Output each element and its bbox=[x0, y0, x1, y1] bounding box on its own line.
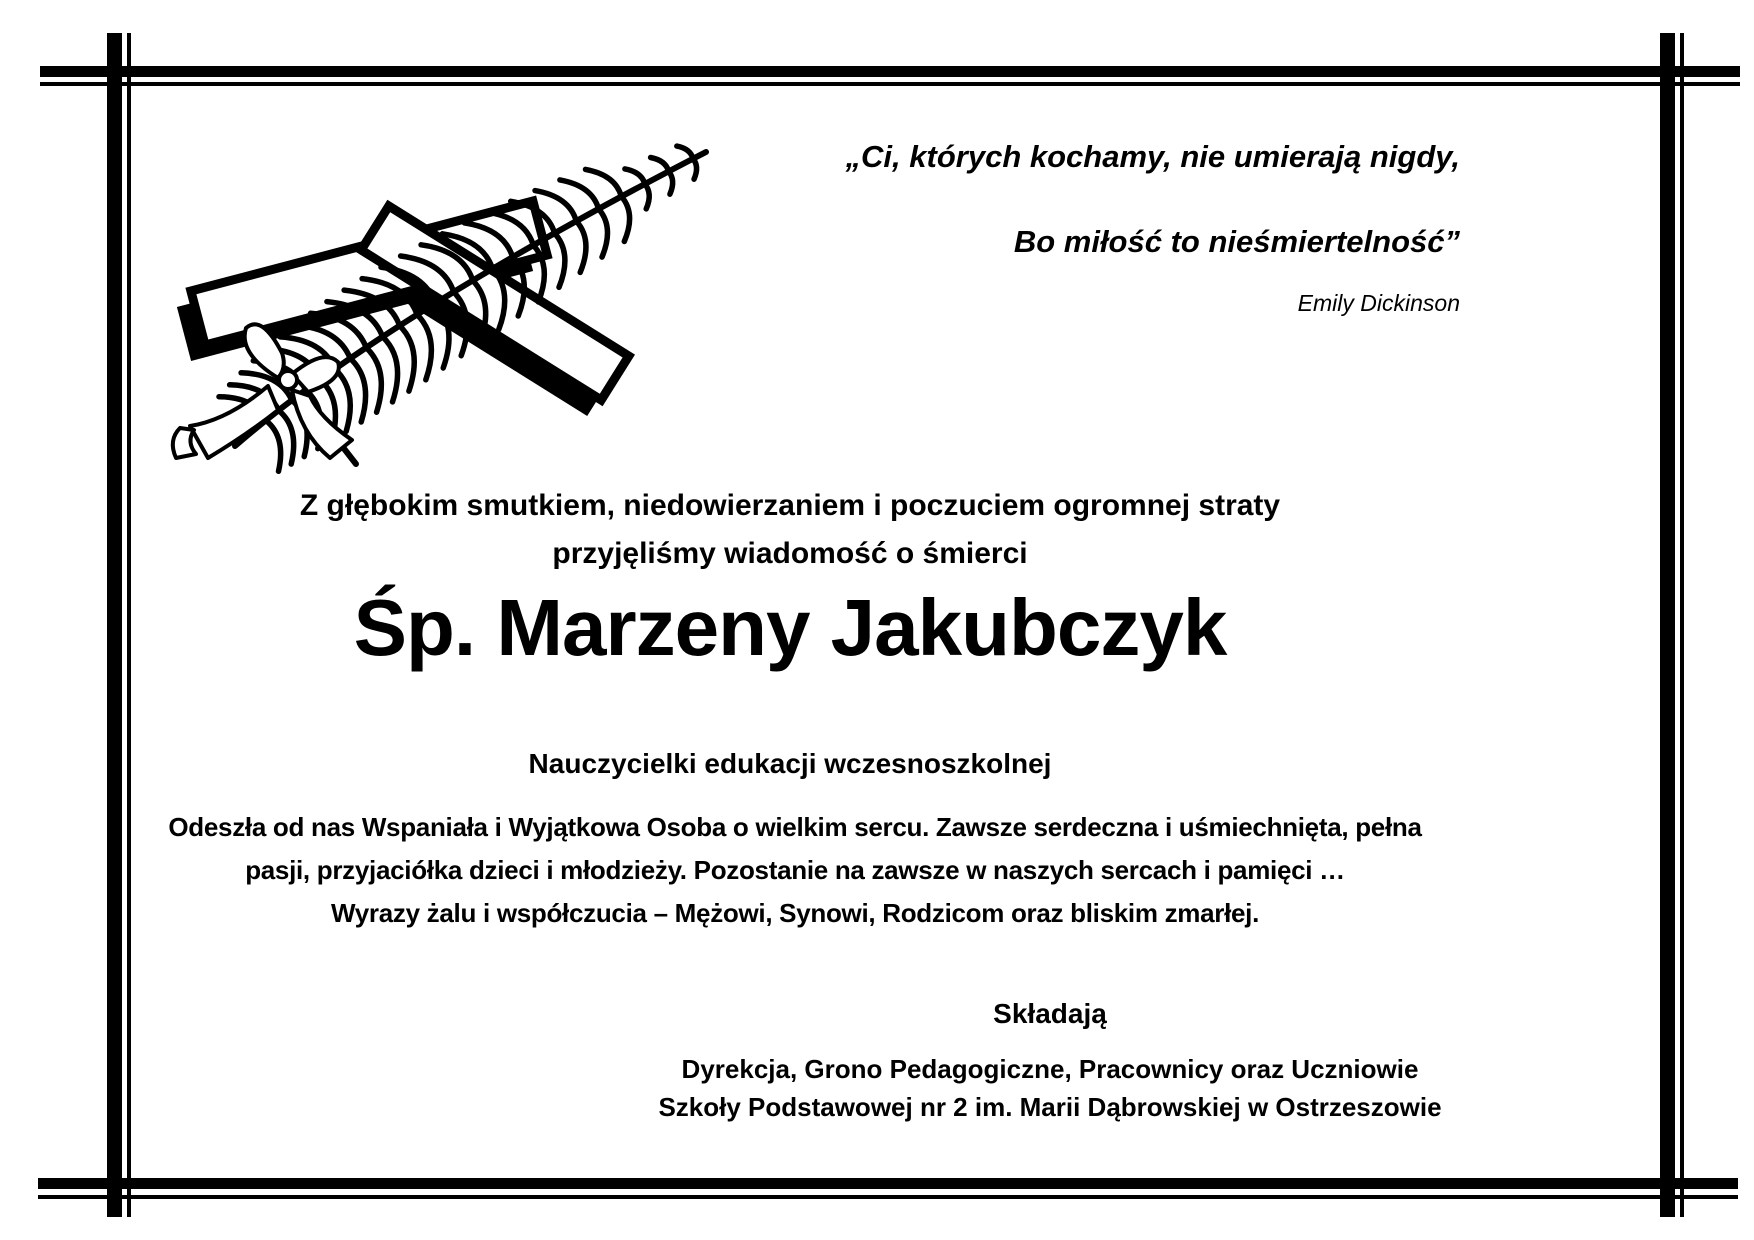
memorial-artwork bbox=[150, 128, 720, 478]
cross-with-palm-branch-and-ribbon-icon bbox=[150, 128, 720, 478]
quote-line-2: Bo miłość to nieśmiertelność” bbox=[1013, 224, 1460, 260]
palm-leaflet bbox=[599, 209, 608, 257]
tribute-paragraph bbox=[0, 806, 1590, 935]
palm-leaflet bbox=[383, 337, 398, 402]
palm-leaflet bbox=[651, 158, 669, 172]
intro-line-2: przyjęliśmy wiadomość o śmierci bbox=[552, 537, 1028, 570]
tribute-line-3: Wyrazy żalu i współczucia – Mężowi, Synowi, Rodzicom oraz bliskim zmarłej. bbox=[330, 898, 1260, 928]
quote-attribution: Emily Dickinson bbox=[1297, 290, 1460, 317]
palm-leaflet bbox=[366, 348, 381, 413]
deceased-role: Nauczycielki edukacji wczesnoszkolnej bbox=[528, 748, 1052, 779]
signature-line-1: Dyrekcja, Grono Pedagogiczne, Pracownicy oraz Uczniowie bbox=[681, 1054, 1419, 1084]
palm-leaflet bbox=[693, 159, 697, 180]
epigraph-quote bbox=[846, 138, 1460, 318]
deceased-name: Śp. Marzeny Jakubczyk bbox=[353, 583, 1227, 672]
frame-bottom-thick-line bbox=[38, 1178, 1738, 1189]
frame-bottom-thin-line bbox=[38, 1195, 1738, 1199]
quote-line-1: „Ci, których kochamy, nie umierają nigdy, bbox=[845, 139, 1460, 174]
palm-leaflet bbox=[621, 197, 629, 242]
signature-block bbox=[600, 998, 1500, 1126]
palm-leaflet bbox=[677, 146, 693, 159]
palm-leaflet bbox=[576, 221, 586, 272]
palm-leaflet bbox=[625, 169, 645, 184]
frame-top-thin-line bbox=[40, 82, 1740, 86]
tribute-line-2: pasji, przyjaciółka dzieci i młodzieży. Pozostanie na zawsze w naszych sercach i pamięci … bbox=[245, 855, 1345, 885]
palm-leaflet bbox=[645, 184, 649, 209]
tribute-line-1: Odeszła od nas Wspaniała i Wyjątkowa Osoba o wielkim sercu. Zawsze serdeczna i uśmiechnięta, pełna bbox=[168, 812, 1422, 842]
palm-leaflet bbox=[669, 171, 673, 194]
palm-leaflet bbox=[555, 233, 565, 287]
announcement-intro bbox=[0, 482, 1580, 578]
palm-leaflet bbox=[417, 315, 431, 380]
signature-heading: Składają bbox=[993, 998, 1107, 1029]
intro-line-1: Z głębokim smutkiem, niedowierzaniem i poczuciem ogromnej straty bbox=[299, 489, 1281, 522]
signature-line-2: Szkoły Podstawowej nr 2 im. Marii Dąbrowskiej w Ostrzeszowie bbox=[658, 1092, 1442, 1122]
palm-leaflet bbox=[400, 326, 415, 391]
palm-leaflet bbox=[266, 420, 281, 471]
frame-top-thick-line bbox=[40, 66, 1740, 77]
frame-right-thin-line bbox=[1680, 33, 1684, 1217]
frame-right-thick-line bbox=[1660, 33, 1675, 1217]
